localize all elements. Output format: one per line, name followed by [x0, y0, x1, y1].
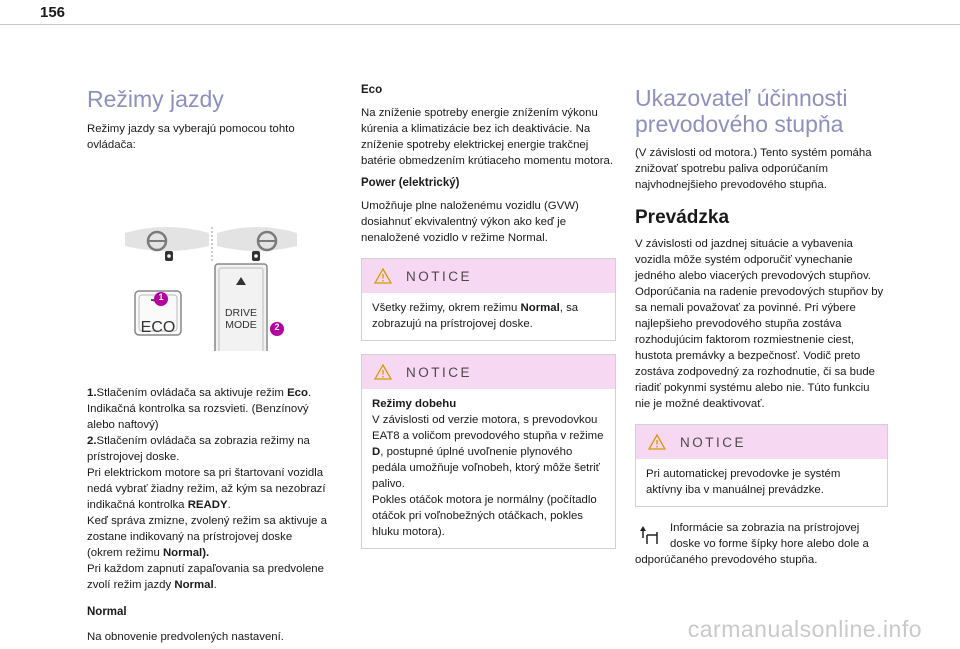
column-gear-indicator: [635, 80, 885, 568]
operation-heading: Prevádzka: [635, 207, 730, 228]
coasting-note: Pokles otáčok motora je normálny (počítadlo otáčok pri voľnobežných otáčkach, pokles hluku motora).: [372, 494, 597, 538]
drive-mode-illustration: [87, 161, 327, 351]
drive-mode-label-line1: DRIVE: [224, 307, 258, 319]
message-paragraph: Keď správa zmizne, zvolený režim sa aktivuje a zostane indikovaný na prístrojovej doske (okrem režimu Normal).: [87, 515, 327, 559]
column-modes-detail: [361, 80, 616, 549]
power-text: Umožňuje plne naloženému vozidlu (GVW) dosiahnuť ekvivalentný výkon ako keď je nenaložené vozidlo v režime Normal.: [361, 200, 579, 244]
notice-header: [636, 425, 887, 459]
notice-box-coasting: [361, 354, 616, 549]
dashboard-right-icon: [217, 227, 297, 261]
notice-body: Všetky režimy, okrem režimu Normal, sa zobrazujú na prístrojovej doske.: [372, 302, 579, 330]
driving-modes-instructions: [87, 385, 327, 593]
operation-text: V závislosti od jazdnej situácie a vybavenia vozidla môže systém odporučiť vynechanie jedného alebo viacerých prevodových stupňov. Odporúčania na radenie prevodových stupňov by sa nemali považovať za povinné. Pri výbere najlepšieho prevodového stupňa zostáva rozhodujúcim faktorom rozmiestnenie ciest, hustota premávky a bezpečnosť. Vodič preto zostáva zodpovedný za rozhodnutie, či sa bude riadiť pokynmi systému alebo nie. Túto funkciu nie je možné deaktivovať.: [635, 238, 884, 410]
notice-body: Režimy dobehu V závislosti od verzie motora, s prevodovkou EAT8 a voličom prevodového stupňa v režime D, postupné úplné uvoľnenie plynového pedála umožňuje voľnobeh, ktorý môže šetriť palivo. Pokles otáčok motora je normálny (počítadlo otáčok pri voľnobežných otáčkach, pokles hluku motora).: [372, 398, 604, 538]
column-driving-modes: [87, 80, 327, 645]
drive-mode-switch-label: [219, 307, 263, 331]
gear-info-text: Informácie sa zobrazia na prístrojovej doske vo forme šípky hore alebo dole a odporúčaného prevodového stupňa.: [635, 522, 869, 566]
instruction-1: 1.Stlačením ovládača sa aktivuje režim Eco. Indikačná kontrolka sa rozsvieti. (Benzínový alebo naftový): [87, 387, 312, 431]
gear-indicator-intro: (V závislosti od motora.) Tento systém pomáha znižovať spotrebu paliva odporúčaním najvhodnejšieho prevodového stupňa.: [635, 147, 872, 191]
notice-title: NOTICE: [406, 268, 473, 284]
notice-box-automatic: [635, 424, 888, 507]
driving-modes-intro: Režimy jazdy sa vyberajú pomocou tohto ovládača:: [87, 123, 295, 151]
driving-modes-heading: Režimy jazdy: [87, 86, 224, 112]
page-number: 156: [40, 4, 66, 21]
gear-indicator-heading: Ukazovateľ účinnosti prevodového stupňa: [635, 85, 848, 137]
notice-header: [362, 259, 615, 293]
normal-text: Na obnovenie predvolených nastavení.: [87, 631, 284, 643]
warning-icon: [374, 268, 392, 284]
drive-mode-label-line2: MODE: [225, 319, 257, 331]
power-heading: Power (elektrický): [361, 177, 460, 189]
header-divider: [0, 24, 960, 25]
notice-title: NOTICE: [680, 434, 747, 450]
eco-text: Na zníženie spotreby energie znížením výkonu kúrenia a klimatizácie bez ich deaktivácie. Na zníženie spotreby elektrickej energie trakčnej batérie obmedzením krútiaceho momentu motora.: [361, 107, 613, 167]
instruction-2: 2.Stlačením ovládača sa zobrazia režimy na prístrojovej doske.: [87, 435, 310, 463]
dashboard-left-icon: [125, 227, 209, 261]
notice-body: Pri automatickej prevodovke je systém aktívny iba v manuálnej prevádzke.: [646, 468, 841, 496]
ignition-paragraph: Pri každom zapnutí zapaľovania sa predvolene zvolí režim jazdy Normal.: [87, 563, 324, 591]
warning-icon: [374, 364, 392, 380]
notice-box-modes: [361, 258, 616, 341]
eco-button-label: ECO: [140, 319, 176, 336]
gear-info-paragraph: [635, 520, 885, 568]
coasting-heading: Režimy dobehu: [372, 398, 457, 410]
normal-heading: Normal: [87, 606, 127, 618]
notice-title: NOTICE: [406, 364, 473, 380]
watermark: carmanualsonline.info: [687, 616, 922, 642]
eco-heading: Eco: [361, 84, 383, 96]
notice-header: [362, 355, 615, 389]
dashboard-illustration: [87, 161, 327, 351]
ready-paragraph: Pri elektrickom motore sa pri štartovaní vozidla nedá vybrať žiadny režim, až kým sa nezobrazí indikačná kontrolka READY.: [87, 467, 326, 511]
callout-2: 2: [274, 322, 280, 332]
warning-icon: [648, 434, 666, 450]
callout-1: 1: [158, 292, 164, 302]
gear-shift-arrow-icon: [638, 524, 662, 546]
